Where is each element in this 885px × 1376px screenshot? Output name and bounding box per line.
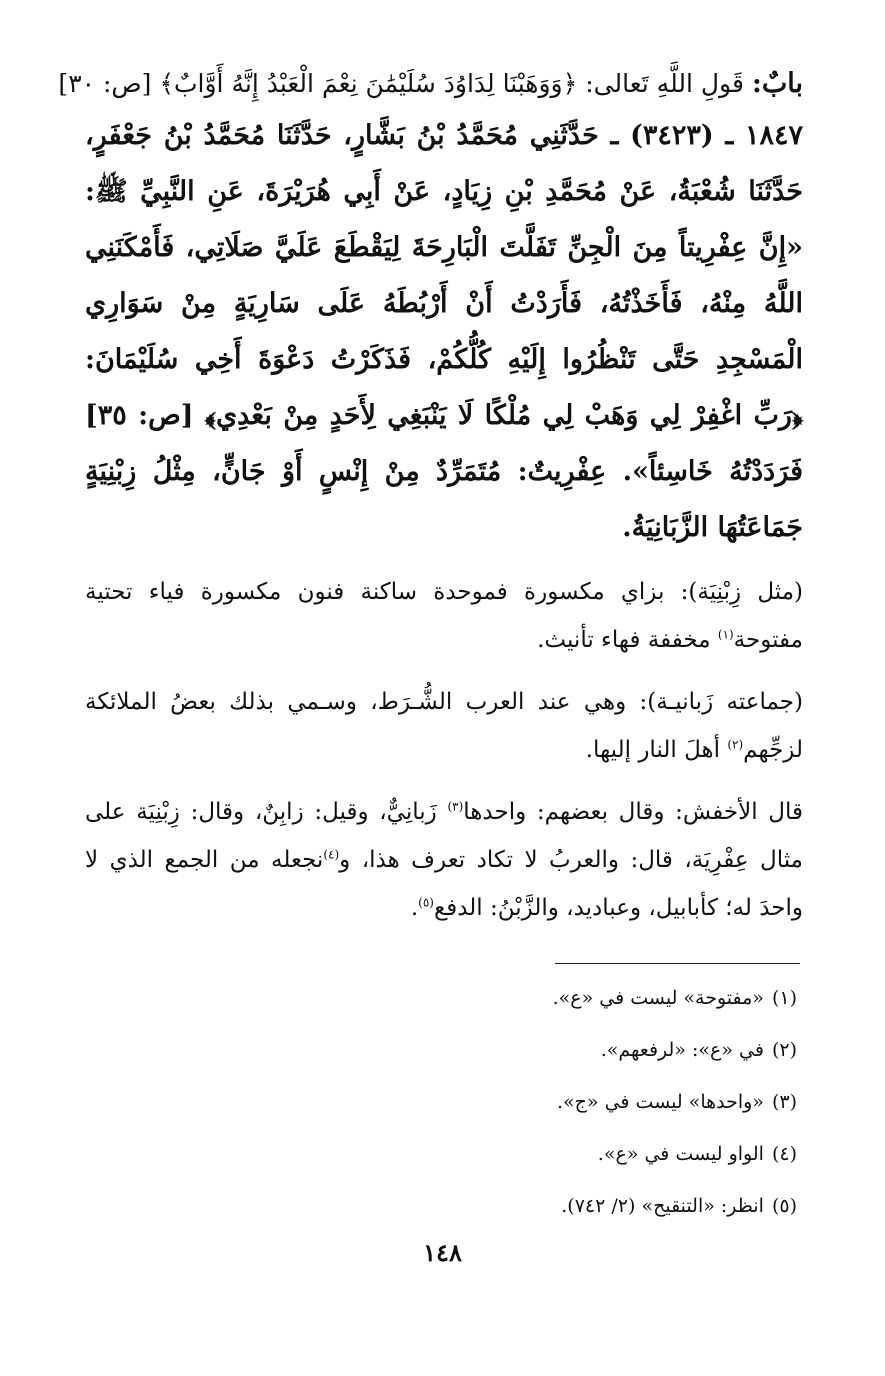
- page-body: [58, 60, 804, 932]
- footnotes-list: [197, 972, 797, 1232]
- footnote-marker: (٢): [727, 737, 744, 752]
- chapter-title: قَولِ اللَّهِ تَعالى: ﴿وَوَهَبْنَا لِدَاوُدَ سُلَيْمَٰنَ نِعْمَ الْعَبْدُ إِنَّهُ أَوَّابٌ﴾: [159, 69, 744, 98]
- page-number: ١٤٨: [423, 1238, 462, 1267]
- footnote-number: (٣): [771, 1091, 797, 1113]
- footnote-item: [197, 1180, 797, 1232]
- commentary-text: نجعله من الجمع الذي لا واحدَ له؛ كأبابيل، وعباديد، والزَّبْنُ: الدفع: [85, 847, 803, 921]
- commentary-text: .: [410, 895, 419, 921]
- hadith-text: ١٨٤٧ ـ (٣٤٢٣) ـ حَدَّثَنِي مُحَمَّدُ بْنُ بَشَّارٍ، حَدَّثَنَا مُحَمَّدُ بْنُ جَعْفَرٍ، حَدَّثَنَا شُعْبَةُ، عَنْ مُحَمَّدِ بْنِ زِيَادٍ، عَنْ أَبِي هُرَيْرَةَ، عَنِ النَّبِيِّ ﷺ: «إِنَّ عِفْرِيتاً مِنَ الْجِنِّ تَفَلَّتَ الْبَارِحَةَ لِيَقْطَعَ عَلَيَّ صَلَاتِي، فَأَمْكَنَنِي اللَّهُ مِنْهُ، فَأَخَذْتُهُ، فَأَرَدْتُ أَنْ أَرْبُطَهُ عَلَى سَارِيَةٍ مِنْ سَوَارِي الْمَسْجِدِ حَتَّى تَنْظُرُوا إِلَيْهِ كُلُّكُمْ، فَذَكَرْتُ دَعْوَةَ أَخِي سُلَيْمَانَ: ﴿رَبِّ اغْفِرْ لِي وَهَبْ لِي مُلْكًا لَا يَنْبَغِي لِأَحَدٍ مِنْ بَعْدِي﴾ [ص: ٣٥] فَرَدَدْتُهُ خَاسِئاً». عِفْرِيتٌ: مُتَمَرِّدٌ مِنْ إِنْسٍ أَوْ جَانٍّ، مِثْلُ زِبْنِيَةٍ جَمَاعَتُهَا الزَّبَانِيَةُ.: [85, 120, 803, 543]
- footnote-item: [197, 972, 797, 1024]
- commentary-text: (مثل زِبْنِيَة): بزاي مكسورة فموحدة ساكنة فنون مكسورة فياء تحتية مفتوحة: [85, 579, 803, 653]
- commentary-paragraph: [85, 788, 803, 932]
- footnote-text: «واحدها» ليست في «ج».: [556, 1091, 764, 1113]
- footnote-number: (٤): [771, 1143, 797, 1165]
- footnote-number: (١): [771, 987, 797, 1009]
- footnote-number: (٢): [771, 1039, 797, 1061]
- quran-reference: [ص: ٣٠]: [58, 69, 152, 98]
- footnote-marker: (٥): [418, 895, 434, 910]
- commentary-text: زَبانِيٌّ، وقيل: زابِنٌ، وقال: زِبْنِيَة على مثال عِفْرِيَة، قال: والعربُ لا تكاد تعرف هذا، و: [85, 799, 803, 873]
- footnote-text: انظر: «التنقيح» (٢/ ٧٤٢).: [561, 1195, 764, 1217]
- commentary-paragraph: [85, 568, 803, 664]
- footnote-divider: [555, 963, 800, 964]
- commentary-text: (جماعته زَبانيـة): وهي عند العرب الشُّـرَط، وسـمي بذلك بعضُ الملائكة لزجِّهم: [85, 689, 803, 763]
- commentary-text: قال الأخفش: وقال بعضهم: واحدها: [463, 799, 804, 825]
- footnote-marker: (١): [717, 627, 734, 642]
- footnote-marker: (٤): [323, 847, 340, 862]
- commentary-text: أهلَ النار إليها.: [585, 737, 728, 763]
- footnote-item: [197, 1128, 797, 1180]
- footnote-item: [197, 1076, 797, 1128]
- chapter-label: بابٌ:: [751, 68, 803, 99]
- commentary-text: مخففة فهاء تأنيث.: [537, 627, 718, 653]
- chapter-heading: [58, 60, 803, 108]
- footnote-text: «مفتوحة» ليست في «ع».: [552, 987, 764, 1009]
- commentary-paragraph: [85, 678, 803, 774]
- footnote-number: (٥): [771, 1195, 797, 1217]
- footnote-text: في «ع»: «لرفعهم».: [600, 1039, 764, 1061]
- footnote-text: الواو ليست في «ع».: [597, 1143, 764, 1165]
- footnote-marker: (٣): [447, 799, 464, 814]
- footnote-item: [197, 1024, 797, 1076]
